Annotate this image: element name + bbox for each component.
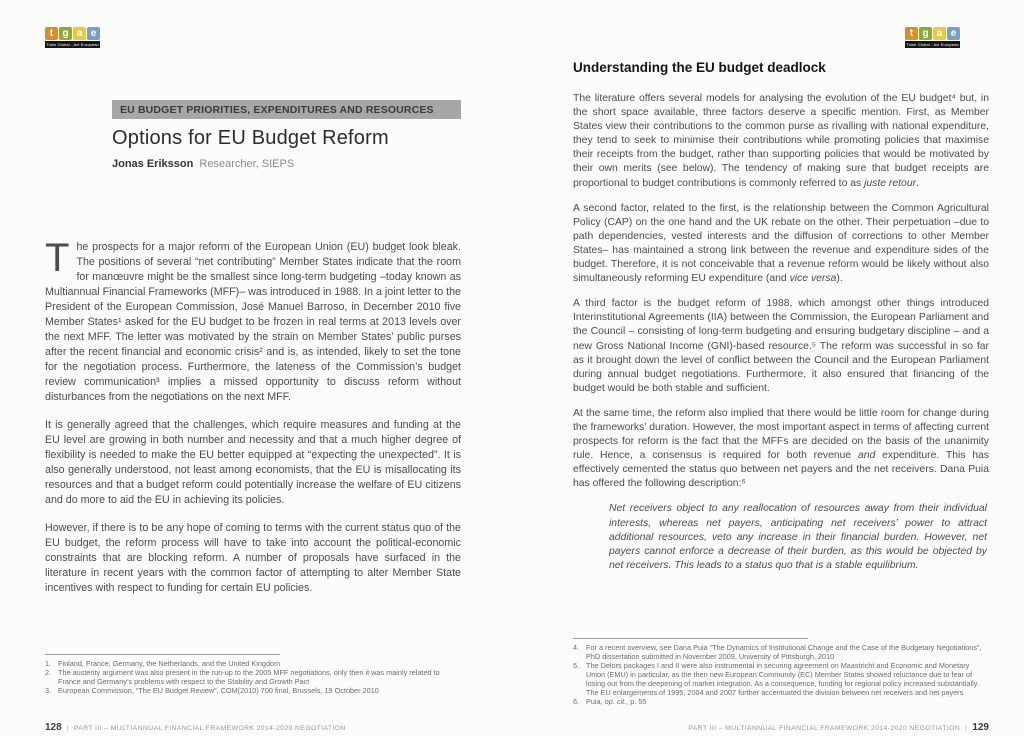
logo-tile-e: e [87, 27, 100, 40]
footnote-number: 3. [45, 686, 52, 695]
page-left [45, 0, 461, 736]
footnote [573, 643, 989, 661]
logo-tile-t: t [905, 27, 918, 40]
page-number: 129 [972, 722, 989, 733]
paragraph: A third factor is the budget reform of 1988, which amongst other things introduced Interinstitutional Agreements (IIA) between the Commission, the European Parliament and the Council – consisting of long-term budgeting and ensuring budgetary discipline – and a new Gross National Income (GNI)-based resource.⁵ The reform was successful in so far as it brought down the level of conflict between the Council and the European Parliament during annual budget negotiations. Furthermore, it also ensured that financing of the budget would be both stable and sufficient. [573, 298, 989, 394]
article-body-right [573, 92, 989, 573]
paragraph: A second factor, related to the first, is the relationship between the Common Agricultural Policy (CAP) on the one hand and the UK rebate on the other. Their perpetuation –due to path dependencies, vested interests and the diffusion of corrections to other Member States– has maintained a strong link between the revenue and expenditure sides of the budget. Therefore, it is not conceivable that a revenue reform would be likely without also simultaneously reforming EU expenditure (and vice versa). [573, 202, 989, 285]
author-name: Jonas Eriksson [112, 158, 194, 170]
paragraph: However, if there is to be any hope of coming to terms with the current status quo of the EU budget, the reform process will have to take into account the political-economic constraints that are blocking reform. A number of proposals have surfaced in the literature in recent years with the common factor of attempting to alter Member State incentives with respect to funding for certain EU policies. [45, 522, 461, 594]
logo-tagline: Think Global - Act European [46, 42, 99, 47]
footer-text: PART III – MULTIANNUAL FINANCIAL FRAMEWORK 2014-2020 NEGOTIATION [73, 725, 346, 732]
footnote-text: Puia, op. cit., p. 55 [586, 697, 647, 706]
footnotes-right [573, 638, 989, 706]
logo-tile-g: g [59, 27, 72, 40]
footnote [573, 697, 989, 706]
footnote [45, 668, 461, 686]
paragraph: It is generally agreed that the challenges, which require measures and funding at the EU level are growing in both number and necessity and that a much higher degree of flexibility is needed to make the EU better equipped at “expecting the unexpected”. It is also generally understood, not least among economists, that the EU is misallocating its resources and that a budget reform could potentially increase the welfare of EU citizens and do more to aid the EU in achieving its policies. [45, 419, 461, 506]
paragraph-text: he prospects for a major reform of the European Union (EU) budget look bleak. The positions of several “net contributing” Member States indicate that the room for manœuvre might be the smallest since long-term budgeting –today known as Multiannual Financial Frameworks (MFF)– was introduced in 1988. In a joint letter to the President of the European Commission, José Manuel Barroso, in December 2010 five Member States¹ asked for the EU budget to be frozen in real terms at 2013 levels over the next MFF. The letter was motivated by the strain on Member States’ public purses after the recent financial and economic crisis² and is, as intended, likely to set the tone for the negotiation process. Furthermore, the lateness of the Commission’s budget review communication³ implies a missed opportunity to discuss reform without disturbances from the negotiations on the next MFF. [45, 241, 461, 403]
footnote-text: European Commission, “The EU Budget Review”, COM(2010) 700 final, Brussels, 19 October 2010 [58, 686, 379, 695]
footnote-number: 1. [45, 659, 52, 668]
footnote-text: The austerity argument was also present in the run-up to the 2005 MFF negotiations, only then it was mainly related to France and Germany’s problems with respect to the Stability and Growth Pact [58, 668, 440, 686]
footnote [573, 661, 989, 697]
footnote-text: For a recent overview, see Dana Puia “The Dynamics of Institutional Change and the Case of the Budgetary Negotiations”, PhD dissertation submitted in November 2009, University of Pittsburgh, 2010 [586, 643, 982, 661]
author-line [112, 158, 294, 170]
paragraph [45, 236, 461, 405]
logo-tile-a: a [73, 27, 86, 40]
author-role: Researcher, SIEPS [199, 158, 295, 170]
footnote-rule [573, 638, 808, 639]
logo-tile-g: g [919, 27, 932, 40]
dropcap: T [45, 236, 70, 280]
logo-tile-a: a [933, 27, 946, 40]
page-footer-right [573, 722, 989, 733]
article-body-left [45, 236, 461, 609]
footnote-text: Finland, France, Germany, the Netherlands, and the United Kingdom [58, 659, 281, 668]
footnote-number: 2. [45, 668, 52, 677]
footer-divider: | [965, 725, 968, 732]
logo-tile-t: t [45, 27, 58, 40]
tgae-logo-tiles [905, 27, 961, 40]
page-right [573, 0, 989, 736]
section-heading: Understanding the EU budget deadlock [573, 60, 826, 75]
page-number: 128 [45, 722, 62, 733]
footnote-number: 4. [573, 643, 580, 652]
tgae-logo [45, 27, 101, 48]
tgae-logo-tiles [45, 27, 101, 40]
paragraph: The literature offers several models for analysing the evolution of the EU budget⁴ but, in the short space available, three factors deserve a specific mention. First, as Member States view their contributions to the common purse as rivalling with national expenditure, they tend to seek to minimise their contributions while promoting policies that maximise their receipts from the budget, rather than supporting policies that would be motivated by their own merits (see below). The tendency of making sure that budget receipts are proportional to budget contributions is commonly referred to as juste retour. [573, 93, 989, 189]
footer-text: PART III – MULTIANNUAL FINANCIAL FRAMEWORK 2014-2020 NEGOTIATION [688, 725, 961, 732]
tgae-logo [905, 27, 961, 48]
article-title: Options for EU Budget Reform [112, 127, 389, 149]
section-kicker: EU BUDGET PRIORITIES, EXPENDITURES AND RESOURCES [112, 100, 461, 119]
footnote [45, 686, 461, 695]
page-footer-left [45, 722, 461, 733]
footnote-number: 6. [573, 697, 580, 706]
logo-tagline: Think Global - Act European [906, 42, 959, 47]
footnote [45, 659, 461, 668]
footnote-number: 5. [573, 661, 580, 670]
footnotes-left [45, 654, 461, 695]
footnote-text: The Delors packages I and II were also instrumental in securing agreement on Maastricht and Economic and Monetary Union (EMU) in particular, as the then new European Community (EC) Member States showed reluctance due to fear of losing out from the deepening of market integration. As a consequence, funding for regional policy increased substantially. The EU enlargements of 1995, 2004 and 2007 further accentuated the division between net receivers and net payers [586, 661, 979, 697]
footer-divider: | [66, 725, 69, 732]
logo-tile-e: e [947, 27, 960, 40]
paragraph: At the same time, the reform also implied that there would be little room for change during the frameworks’ duration. However, the most important aspect in terms of affecting current prospects for reform is the fact that the MFFs are decided on the basis of the unanimity rule. Hence, a consensus is required for both revenue and expenditure. This has effectively cemented the status quo between net payers and the net receivers. Dana Puia has offered the following description:⁶ [573, 407, 989, 490]
footnote-rule [45, 654, 280, 655]
block-quote: Net receivers object to any reallocation of resources away from their individual interests, whereas net payers, anticipating net receivers’ power to attract additional resources, veto any increase in their financial burden. However, net payers cannot enforce a decrease of their burden, as this would be objected by net receivers. This leads to a status quo that is a stable equilibrium. [609, 503, 987, 571]
